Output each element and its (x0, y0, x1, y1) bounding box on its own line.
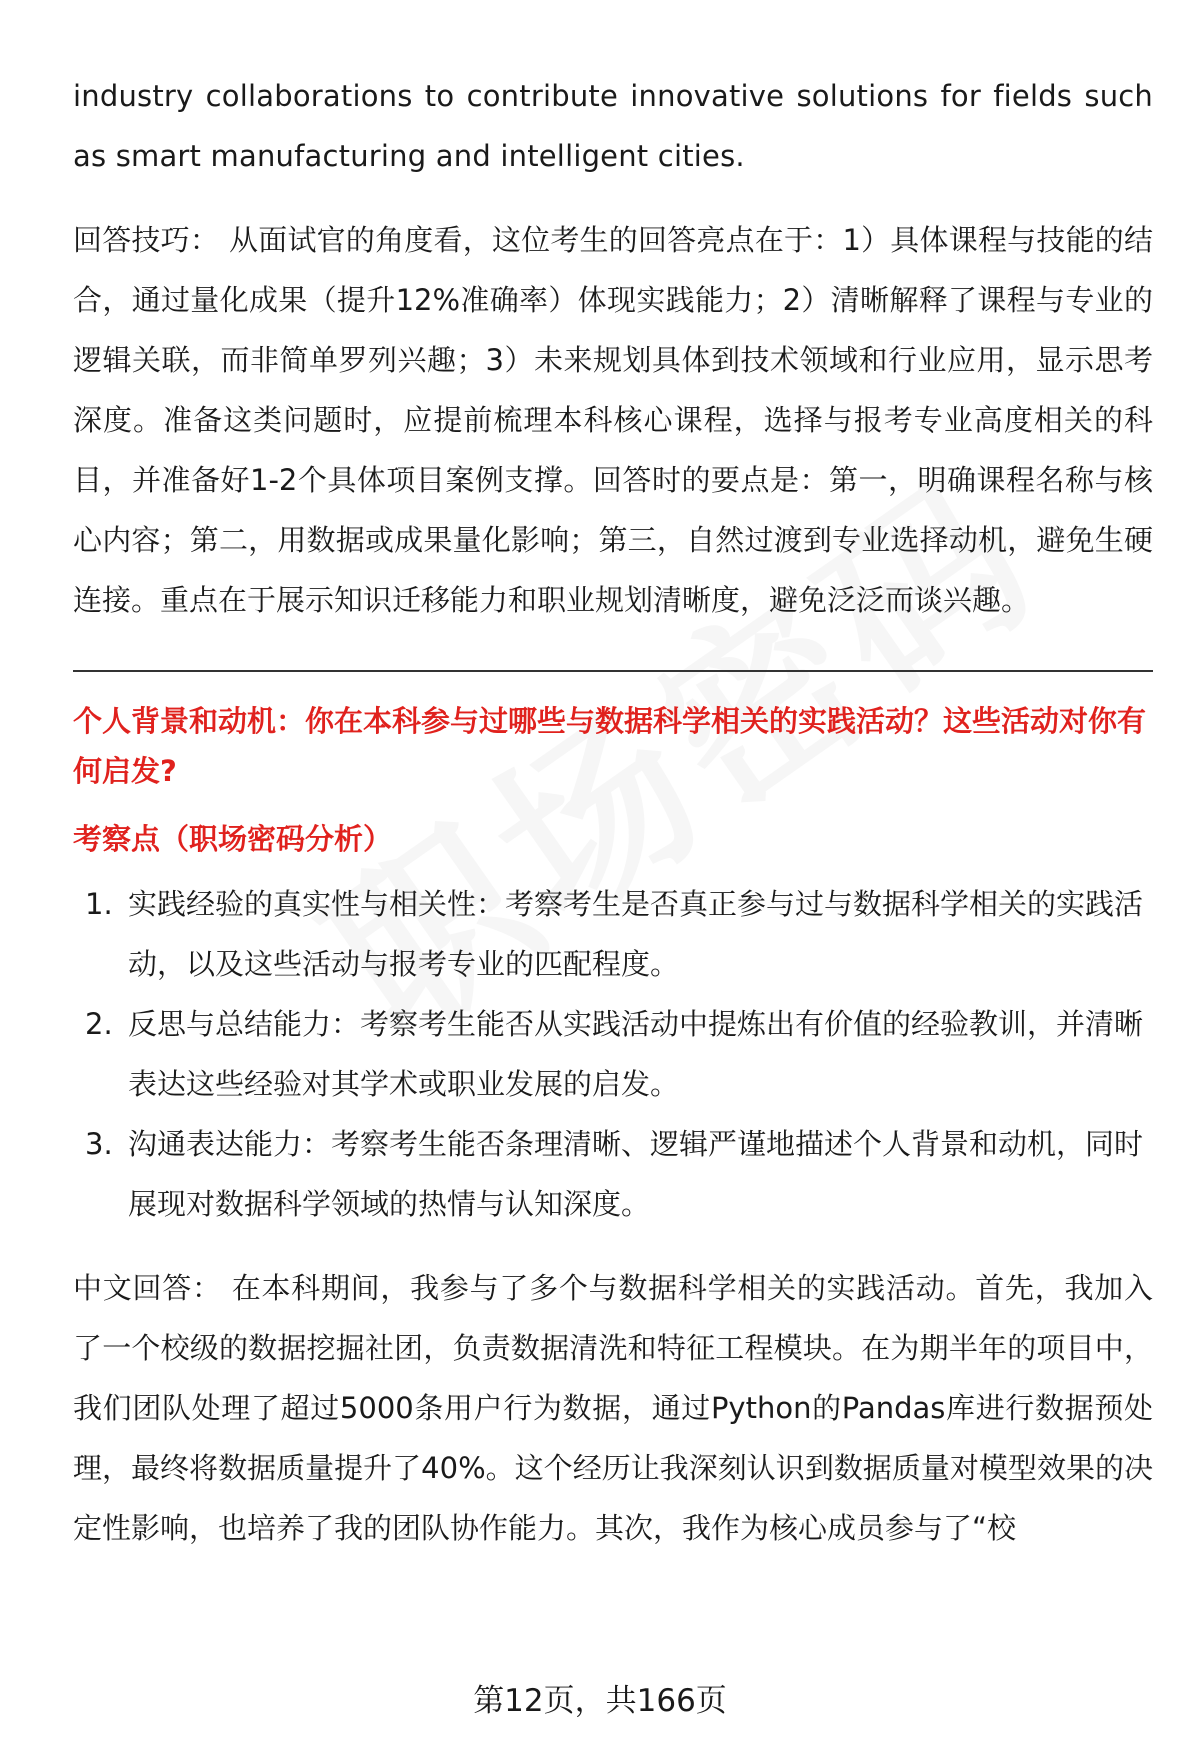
tips-label: 回答技巧： (73, 223, 220, 257)
point-number: 2. (85, 1007, 113, 1041)
point-text: 实践经验的真实性与相关性：考察考生是否真正参与过与数据科学相关的实践活动，以及这些活动与报考专业的匹配程度。 (128, 887, 1144, 981)
analysis-points-list (73, 874, 1153, 1234)
analysis-point (73, 994, 1153, 1114)
intro-paragraph: industry collaborations to contribute innovative solutions for fields such as smart manufacturing and intelligent cities. (73, 79, 1153, 173)
section-divider (73, 670, 1153, 672)
question-heading: 个人背景和动机：你在本科参与过哪些与数据科学相关的实践活动？这些活动对你有何启发? (73, 704, 1147, 788)
answer-label: 中文回答： (73, 1271, 222, 1305)
tips-paragraph (73, 210, 1153, 630)
point-number: 1. (85, 887, 113, 921)
analysis-title: 考察点（职场密码分析） (73, 822, 393, 856)
point-number: 3. (85, 1127, 113, 1161)
analysis-point (73, 1114, 1153, 1234)
point-text: 沟通表达能力：考察考生能否条理清晰、逻辑严谨地描述个人背景和动机，同时展现对数据科学领域的热情与认知深度。 (128, 1127, 1144, 1221)
answer-text: 在本科期间，我参与了多个与数据科学相关的实践活动。首先，我加入了一个校级的数据挖掘社团，负责数据清洗和特征工程模块。在为期半年的项目中，我们团队处理了超过5000条用户行为数据，通过Python的Pandas库进行数据预处理，最终将数据质量提升了40%。这个经历让我深刻认识到数据质量对模型效果的决定性影响，也培养了我的团队协作能力。其次，我作为核心成员参与了“校 (73, 1271, 1153, 1545)
tips-text: 从面试官的角度看，这位考生的回答亮点在于：1）具体课程与技能的结合，通过量化成果（提升12%准确率）体现实践能力；2）清晰解释了课程与专业的逻辑关联，而非简单罗列兴趣；3）未来规划具体到技术领域和行业应用，显示思考深度。准备这类问题时，应提前梳理本科核心课程，选择与报考专业高度相关的科目，并准备好1-2个具体项目案例支撑。回答时的要点是：第一，明确课程名称与核心内容；第二，用数据或成果量化影响；第三，自然过渡到专业选择动机，避免生硬连接。重点在于展示知识迁移能力和职业规划清晰度，避免泛泛而谈兴趣。 (73, 223, 1153, 617)
page-content (73, 66, 1153, 1558)
page-footer: 第12页，共166页 (473, 1683, 727, 1719)
analysis-point (73, 874, 1153, 994)
answer-paragraph (73, 1258, 1153, 1558)
point-text: 反思与总结能力：考察考生能否从实践活动中提炼出有价值的经验教训，并清晰表达这些经验对其学术或职业发展的启发。 (128, 1007, 1144, 1101)
